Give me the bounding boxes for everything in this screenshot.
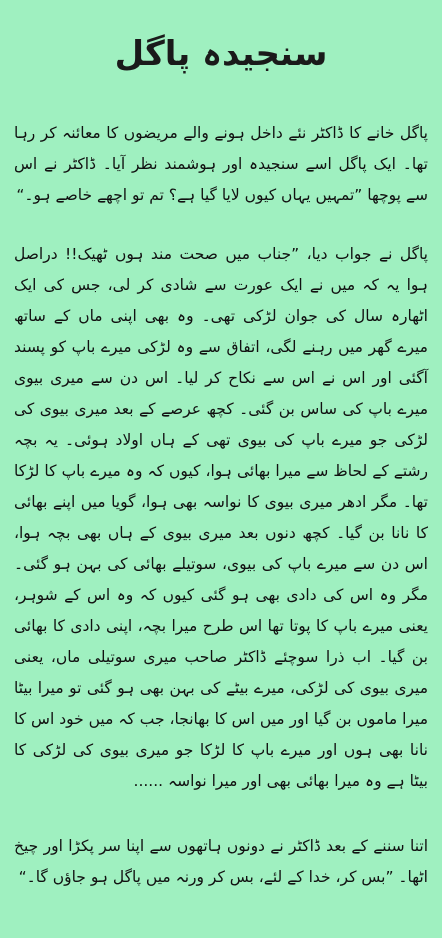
- paragraph-intro: پاگل خانے کا ڈاکٹر نئے داخل ہونے والے مریضوں کا معائنہ کر رہا تھا۔ ایک پاگل اسے سنجیدہ اور ہوشمند نظر آیا۔ ڈاکٹر نے اس سے پوچھا ”تمہیں یہاں کیوں لایا گیا ہے؟ تم تو اچھے خاصے ہو۔“: [14, 124, 428, 204]
- paragraph-patient-reply: پاگل نے جواب دیا، ”جناب میں صحت مند ہوں ٹھیک!! دراصل ہوا یہ کہ میں نے ایک عورت سے شادی کر لی، جس کی ایک اٹھارہ سال کی جوان لڑکی تھی۔ وہ بھی اپنی ماں کے ساتھ میرے گھر میں رہنے لگی، اتفاق سے وہ لڑکی میرے باپ کو پسند آگئی اور اس نے اس سے نکاح کر لیا۔ اس دن سے میری بیوی میرے باپ کی ساس بن گئی۔ کچھ عرصے کے بعد میری بیوی کی لڑکی جو میرے باپ کی بیوی تھی کے ہاں اولاد ہوئی۔ یہ بچہ رشتے کے لحاظ سے میرا بھائی ہوا، کیوں کہ وہ میرے باپ کا لڑکا تھا۔ مگر ادھر میری بیوی کا نواسہ بھی ہوا، گویا میں اپنے بھائی کا نانا بن گیا۔ کچھ دنوں بعد میری بیوی کے ہاں بھی بچہ ہوا، اس دن سے میرے باپ کی بیوی، سوتیلے بھائی کی بہن ہو گئی۔ مگر وہ اس کی دادی بھی ہو گئی کیوں کہ وہ اس کے شوہر، یعنی میرے باپ کا پوتا تھا اس طرح میرا بچہ، اپنی دادی کا بھائی بن گیا۔ اب ذرا سوچئے ڈاکٹر صاحب میری سوتیلی ماں، یعنی میری بیوی کی لڑکی، میرے بیٹے کی بہن بھی ہو گئی تو میرا بیٹا میرا ماموں بن گیا اور میں اس کا بھانجا، جب کہ میں خود اس کا نانا بھی ہوں اور میرے باپ کا لڑکا جو میری بیوی کی لڑکی کا بیٹا ہے وہ میرا بھائی بھی اور میرا نواسہ ......: [14, 245, 428, 790]
- paragraph-doctor-reaction: اتنا سننے کے بعد ڈاکٹر نے دونوں ہاتھوں سے اپنا سر پکڑا اور چیخ اٹھا۔ ”بس کر، خدا کے لئے، بس کر ورنہ میں پاگل ہو جاؤں گا۔“: [14, 837, 428, 886]
- article-title: سنجیدہ پاگل: [114, 34, 328, 74]
